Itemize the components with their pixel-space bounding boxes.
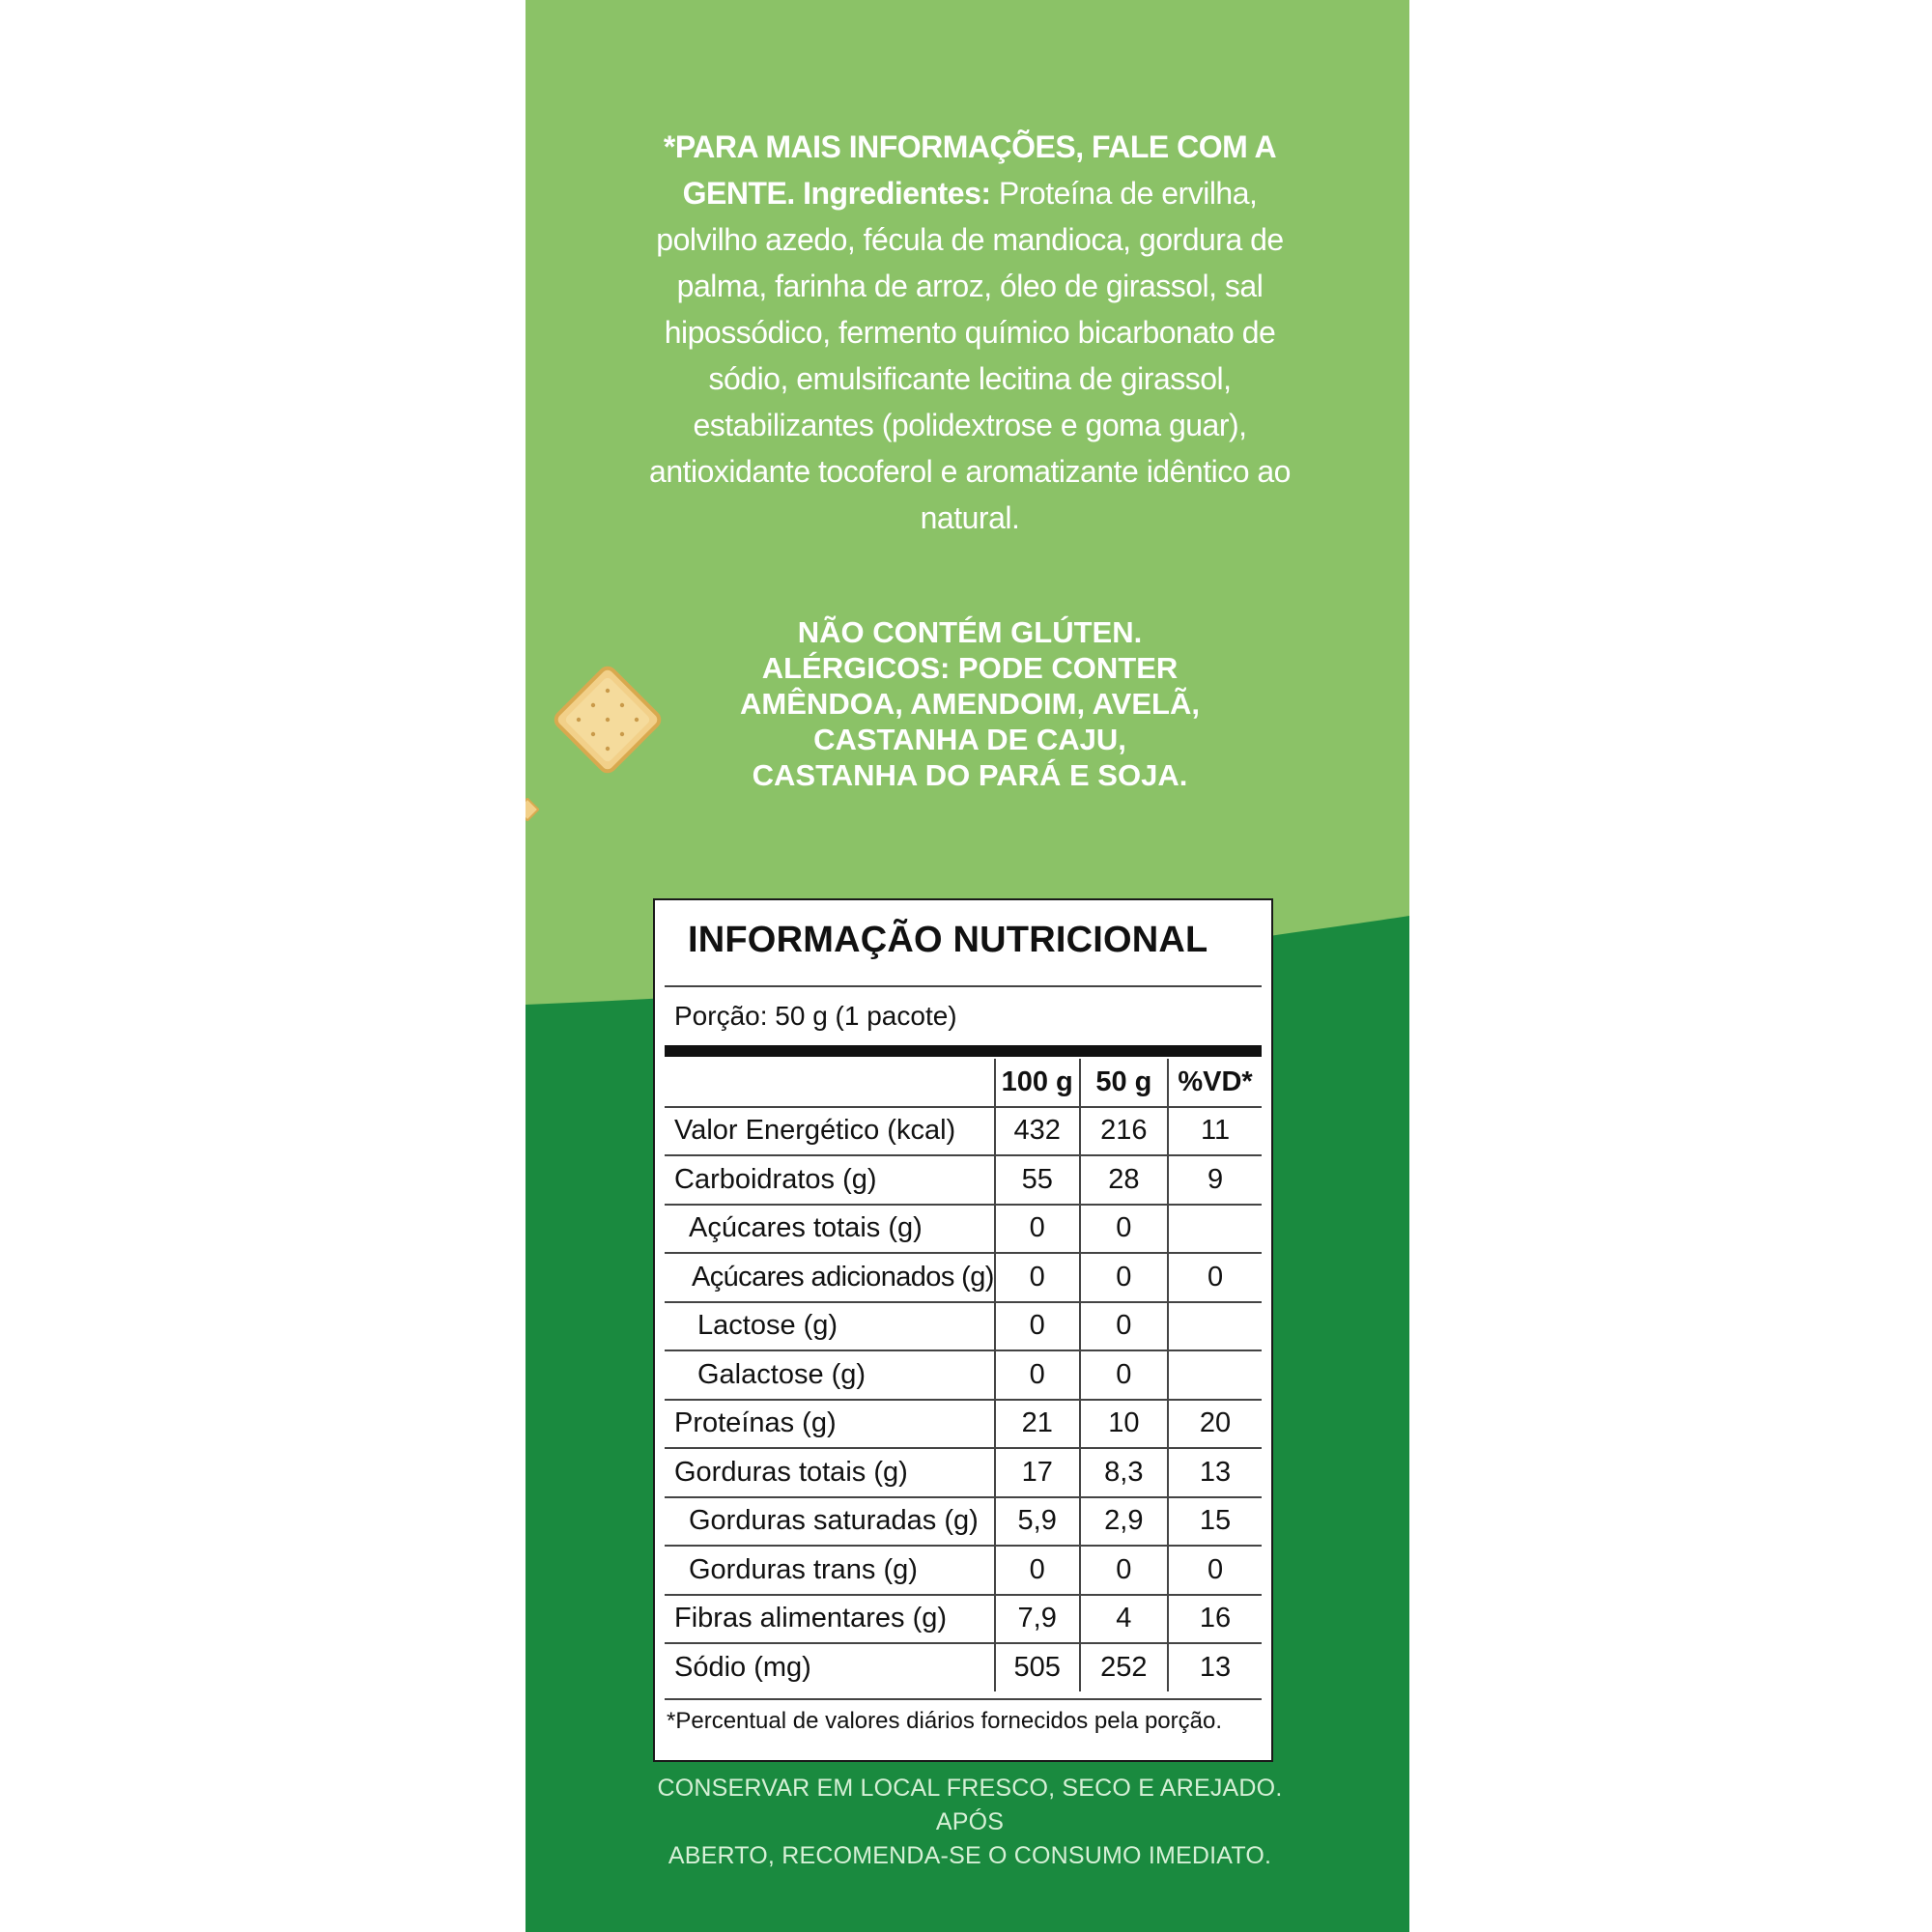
allergen-line: CASTANHA DE CAJU, [813, 723, 1126, 756]
allergen-line: CASTANHA DO PARÁ E SOJA. [752, 758, 1188, 792]
value-50g: 216 [1080, 1107, 1169, 1156]
row-label: Açúcares adicionados (g) [665, 1253, 995, 1302]
row-label: Gorduras saturadas (g) [665, 1497, 995, 1547]
gluten-free-line: NÃO CONTÉM GLÚTEN. [797, 615, 1143, 649]
row-label: Lactose (g) [665, 1302, 995, 1351]
value-50g: 0 [1080, 1205, 1169, 1254]
value-100g: 5,9 [995, 1497, 1080, 1547]
table-row [665, 1302, 1262, 1351]
ingredients-label: Ingredientes: [803, 176, 991, 211]
contact-note: *PARA MAIS INFORMAÇÕES, FALE COM A GENTE. [663, 129, 1277, 211]
value-50g: 10 [1080, 1400, 1169, 1449]
value-vd [1168, 1205, 1262, 1254]
table-row [665, 1643, 1262, 1691]
value-50g: 4 [1080, 1595, 1169, 1644]
package-panel [526, 0, 1409, 1932]
allergen-line: ALÉRGICOS: PODE CONTER [761, 651, 1179, 685]
row-label: Proteínas (g) [665, 1400, 995, 1449]
table-row [665, 1107, 1262, 1156]
header-50g: 50 g [1080, 1059, 1169, 1107]
value-50g: 0 [1080, 1302, 1169, 1351]
row-label: Açúcares totais (g) [665, 1205, 995, 1254]
row-label: Gorduras totais (g) [665, 1448, 995, 1497]
table-row [665, 1546, 1262, 1595]
divider [665, 1698, 1262, 1700]
value-vd: 16 [1168, 1595, 1262, 1644]
value-50g: 252 [1080, 1643, 1169, 1691]
table-row [665, 1448, 1262, 1497]
storage-instructions [641, 1772, 1298, 1873]
value-vd: 0 [1168, 1546, 1262, 1595]
nutrition-title: INFORMAÇÃO NUTRICIONAL [688, 920, 1208, 960]
header-100g: 100 g [995, 1059, 1080, 1107]
table-row [665, 1595, 1262, 1644]
value-vd: 0 [1168, 1253, 1262, 1302]
value-100g: 0 [995, 1253, 1080, 1302]
value-100g: 17 [995, 1448, 1080, 1497]
header-empty [665, 1059, 995, 1107]
storage-line: CONSERVAR EM LOCAL FRESCO, SECO E AREJADO. APÓS [657, 1775, 1283, 1835]
row-label: Fibras alimentares (g) [665, 1595, 995, 1644]
row-label: Carboidratos (g) [665, 1155, 995, 1205]
value-50g: 28 [1080, 1155, 1169, 1205]
daily-value-footnote: *Percentual de valores diários fornecidos pela porção. [667, 1708, 1223, 1734]
value-100g: 0 [995, 1205, 1080, 1254]
allergen-line: AMÊNDOA, AMENDOIM, AVELÃ, [740, 687, 1200, 721]
value-vd: 13 [1168, 1643, 1262, 1691]
value-50g: 8,3 [1080, 1448, 1169, 1497]
row-label: Valor Energético (kcal) [665, 1107, 995, 1156]
allergen-warning [641, 614, 1298, 793]
portion-size: Porção: 50 g (1 pacote) [674, 1001, 957, 1031]
value-100g: 21 [995, 1400, 1080, 1449]
thick-divider [665, 1045, 1262, 1057]
value-vd [1168, 1350, 1262, 1400]
value-100g: 7,9 [995, 1595, 1080, 1644]
value-50g: 0 [1080, 1350, 1169, 1400]
row-label: Galactose (g) [665, 1350, 995, 1400]
value-100g: 55 [995, 1155, 1080, 1205]
table-row [665, 1400, 1262, 1449]
storage-line: ABERTO, RECOMENDA-SE O CONSUMO IMEDIATO. [668, 1842, 1272, 1869]
cracker-fragment-icon [526, 798, 539, 821]
table-row [665, 1350, 1262, 1400]
ingredients-text [641, 124, 1298, 541]
row-label: Gorduras trans (g) [665, 1546, 995, 1595]
nutrition-grid [665, 1059, 1262, 1691]
table-row [665, 1155, 1262, 1205]
table-row [665, 1205, 1262, 1254]
table-row [665, 1253, 1262, 1302]
table-header-row [665, 1059, 1262, 1107]
value-100g: 0 [995, 1302, 1080, 1351]
value-vd: 15 [1168, 1497, 1262, 1547]
value-100g: 505 [995, 1643, 1080, 1691]
row-label: Sódio (mg) [674, 1651, 811, 1683]
value-vd: 9 [1168, 1155, 1262, 1205]
value-vd [1168, 1302, 1262, 1351]
value-100g: 0 [995, 1546, 1080, 1595]
value-50g: 0 [1080, 1546, 1169, 1595]
value-vd: 11 [1168, 1107, 1262, 1156]
value-50g: 2,9 [1080, 1497, 1169, 1547]
value-vd: 13 [1168, 1448, 1262, 1497]
nutrition-facts-table [653, 898, 1273, 1762]
ingredients-list: Proteína de ervilha, polvilho azedo, fécula de mandioca, gordura de palma, farinha de arroz, óleo de girassol, sal hipossódico, fermento químico bicarbonato de sódio, emulsificante lecitina de girassol, estabilizantes (polidextrose e goma guar), antioxidante tocoferol e aromatizante idêntico ao natural. [649, 176, 1291, 535]
value-100g: 0 [995, 1350, 1080, 1400]
divider [665, 985, 1262, 987]
header-vd: %VD* [1168, 1059, 1262, 1107]
table-row [665, 1497, 1262, 1547]
value-100g: 432 [995, 1107, 1080, 1156]
value-50g: 0 [1080, 1253, 1169, 1302]
value-vd: 20 [1168, 1400, 1262, 1449]
